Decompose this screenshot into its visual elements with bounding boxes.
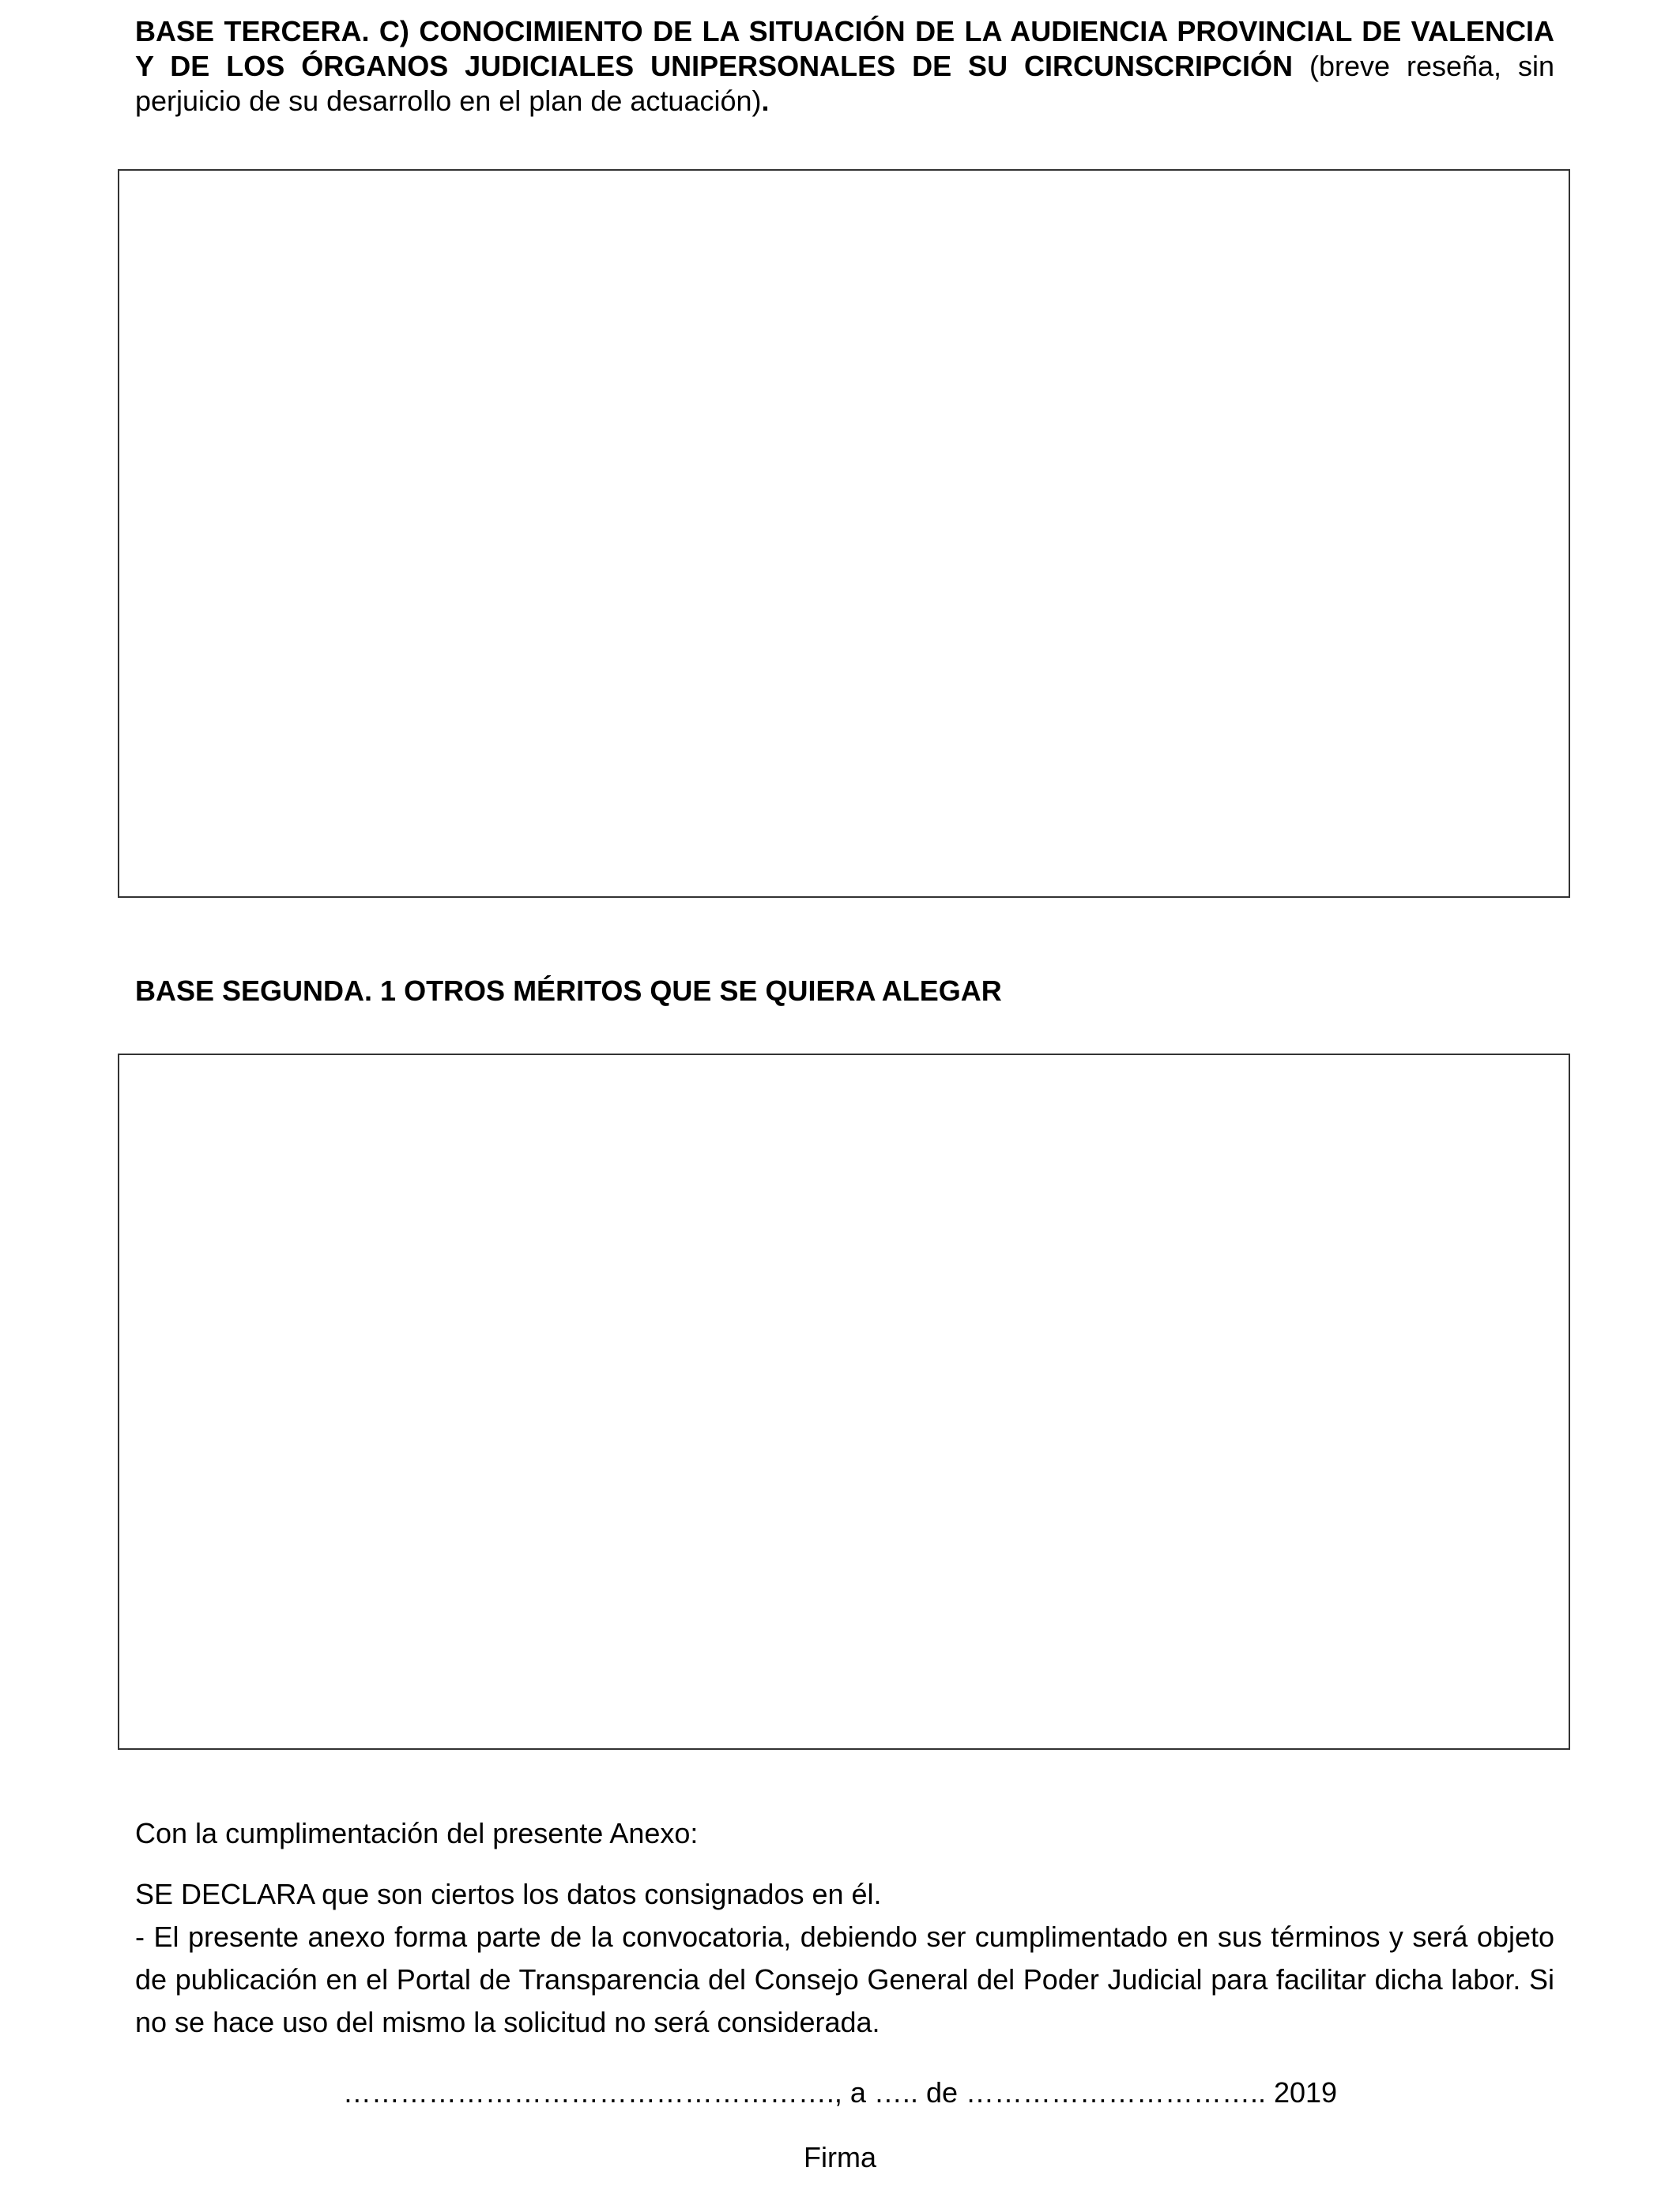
section-c-heading-end: . — [761, 85, 770, 117]
date-line: ……………………………………………., a ….. de ………………………….. 2019 — [342, 2076, 1338, 2109]
section-meritos-answer-box[interactable] — [118, 1054, 1570, 1750]
declaration-line-1: SE DECLARA que son ciertos los datos consignados en él. — [135, 1878, 882, 1910]
signature-label: Firma — [804, 2141, 876, 2173]
section-c-heading-bold: BASE TERCERA. C) CONOCIMIENTO DE LA SITUACIÓN DE LA AUDIENCIA PROVINCIAL DE VALENCIA Y DE LOS ÓRGANOS JUDICIALES UNIPERSONALES DE SU CIRCUNSCRIPCIÓN — [135, 15, 1554, 82]
declaration-intro: Con la cumplimentación del presente Anexo: — [135, 1817, 699, 1849]
section-c-answer-box[interactable] — [118, 169, 1570, 898]
section-c-heading — [135, 14, 1554, 119]
declaration-text — [135, 1873, 1554, 2044]
section-meritos-heading: BASE SEGUNDA. 1 OTROS MÉRITOS QUE SE QUIERA ALEGAR — [135, 974, 1002, 1007]
section-c-heading-note: (breve reseña, sin perjuicio de su desarrollo en el plan de actuación) — [135, 50, 1554, 117]
declaration-line-2: - El presente anexo forma parte de la convocatoria, debiendo ser cumplimentado en sus términos y será objeto de publicación en el Portal de Transparencia del Consejo General del Poder Judicial para facilitar dicha labor. Si no se hace uso del mismo la solicitud no será considerada. — [135, 1921, 1554, 2038]
